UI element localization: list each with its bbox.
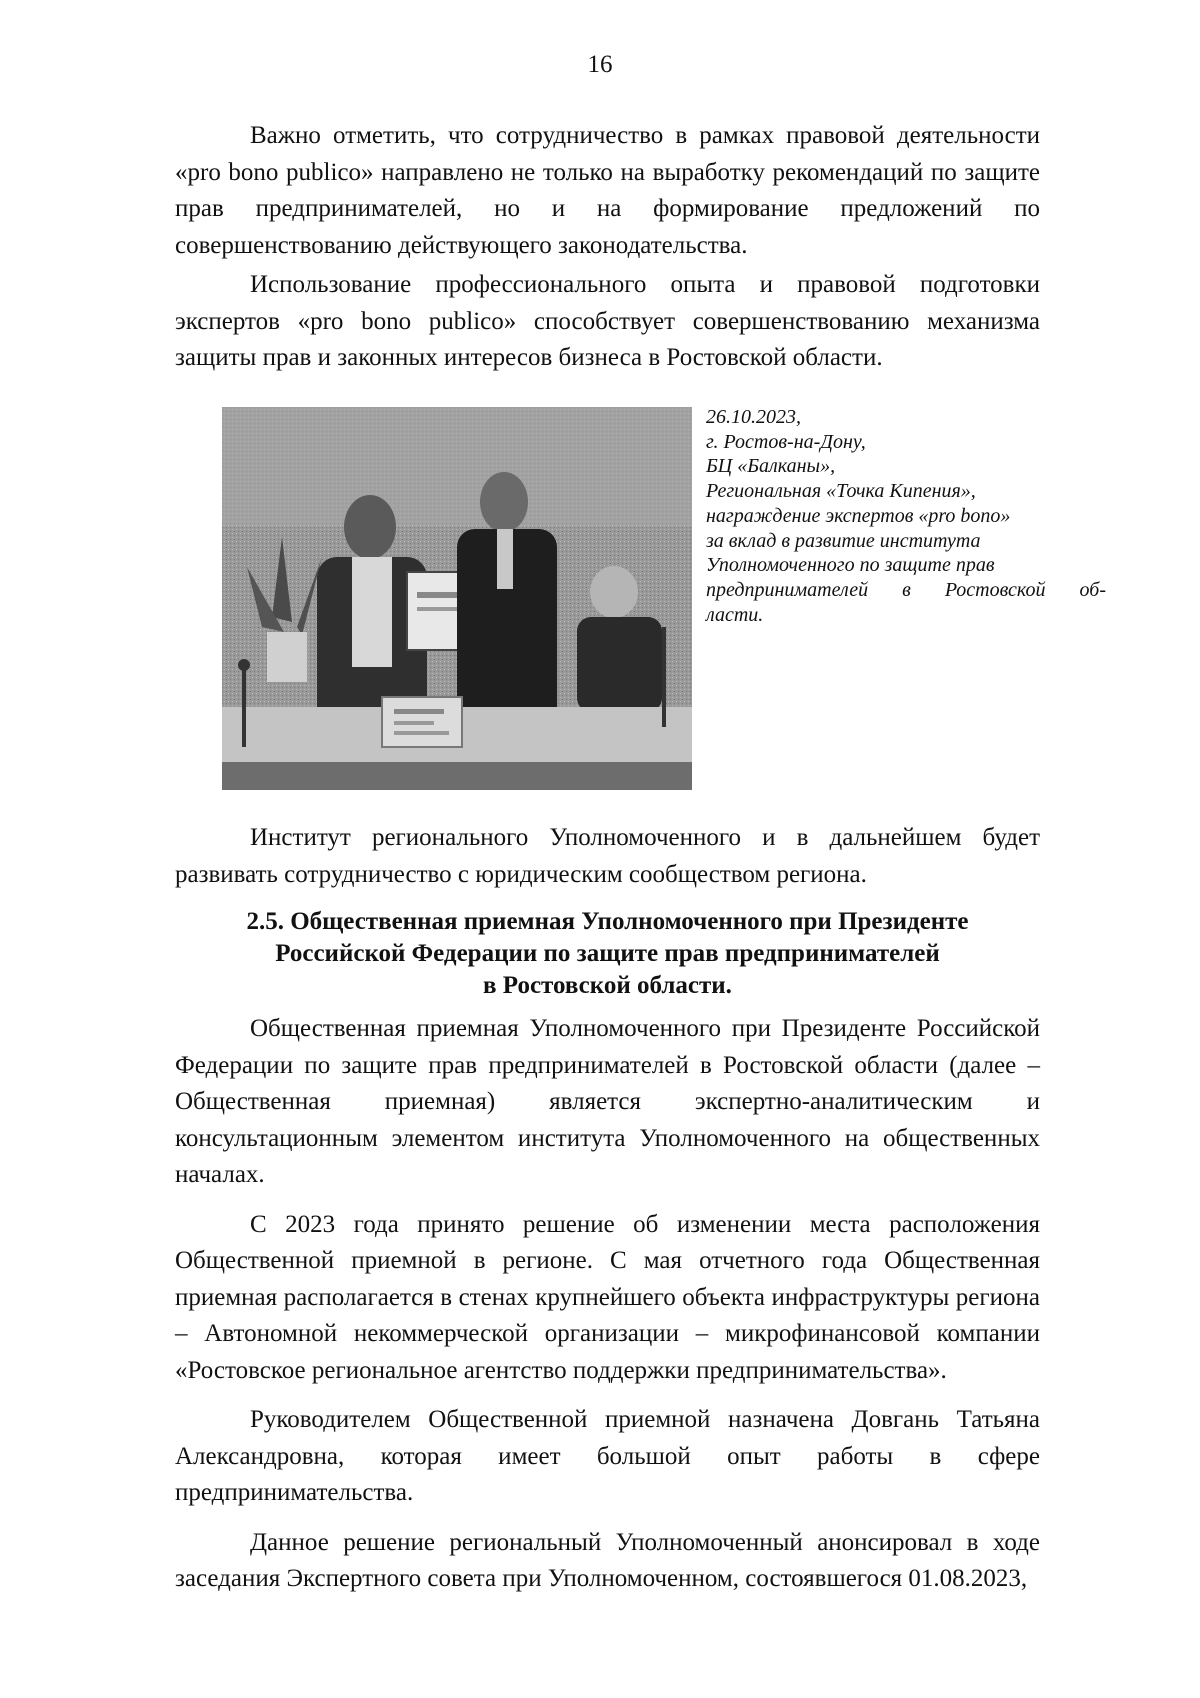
mid-text	[175, 820, 1040, 893]
paragraph: Данное решение региональный Уполномоченный анонсировал в ходе заседания Экспертного совета при Уполномоченном, состоявшегося 01.08.2023,	[175, 1528, 1040, 1592]
intro-text-2	[175, 267, 1040, 377]
section-heading	[175, 906, 1040, 1002]
page-number: 16	[587, 51, 613, 78]
caption-line: Региональная «Точка Кипения»,	[706, 480, 976, 503]
heading-line: 2.5. Общественная приемная Уполномоченного при Президенте	[246, 908, 969, 935]
event-photo	[222, 407, 692, 790]
caption-line: Уполномоченного по защите прав	[706, 554, 995, 577]
caption-line: 26.10.2023,	[706, 406, 801, 428]
intro-text	[175, 118, 1040, 277]
caption-line: ласти.	[706, 603, 764, 626]
paragraph: Руководителем Общественной приемной назначена Довгань Татьяна Александровна, которая имеет большой опыт работы в сфере предпринимательства.	[175, 1406, 1040, 1506]
heading-line: Российской Федерации по защите прав предпринимателей	[275, 940, 940, 967]
paragraph: Институт регионального Уполномоченного и в дальнейшем будет развивать сотрудничество с юридическим сообществом региона.	[175, 824, 1040, 888]
paragraph: Важно отметить, что сотрудничество в рамках правовой деятельности «pro bono publico» направлено не только на выработку рекомендаций по защите прав предпринимателей, но и на формирование предложений по совершенствованию действующего законодательства.	[175, 122, 1040, 259]
caption-line: г. Ростов-на-Дону,	[706, 430, 866, 453]
paragraph: Использование профессионального опыта и правовой подготовки экспертов «pro bono publico» способствует совершенствованию механизма защиты прав и законных интересов бизнеса в Ростовской области.	[175, 271, 1040, 371]
paragraph: Общественная приемная Уполномоченного при Президенте Российской Федерации по защите прав предпринимателей в Ростовской области (далее – Общественная приемная) является экспертно-аналитическим и консультационным элементом института Уполномоченного на общественных началах.	[175, 1015, 1040, 1188]
caption-line: за вклад в развитие института	[706, 529, 981, 552]
heading-line: в Ростовской области.	[483, 972, 732, 999]
caption-line: предпринимателей в Ростовской об-	[706, 578, 1106, 601]
caption-line: БЦ «Балканы»,	[706, 455, 836, 478]
caption-line: награждение экспертов «pro bono»	[706, 504, 1011, 527]
photo-caption	[706, 405, 1106, 627]
section-body	[175, 1011, 1040, 1598]
paragraph: С 2023 года принято решение об изменении места расположения Общественной приемной в регионе. С мая отчетного года Общественная приемная располагается в стенах крупнейшего объекта инфраструктуры региона – Автономной некоммерческой организации – микрофинансовой компании «Ростовское региональное агентство поддержки предпринимательства».	[175, 1210, 1040, 1384]
